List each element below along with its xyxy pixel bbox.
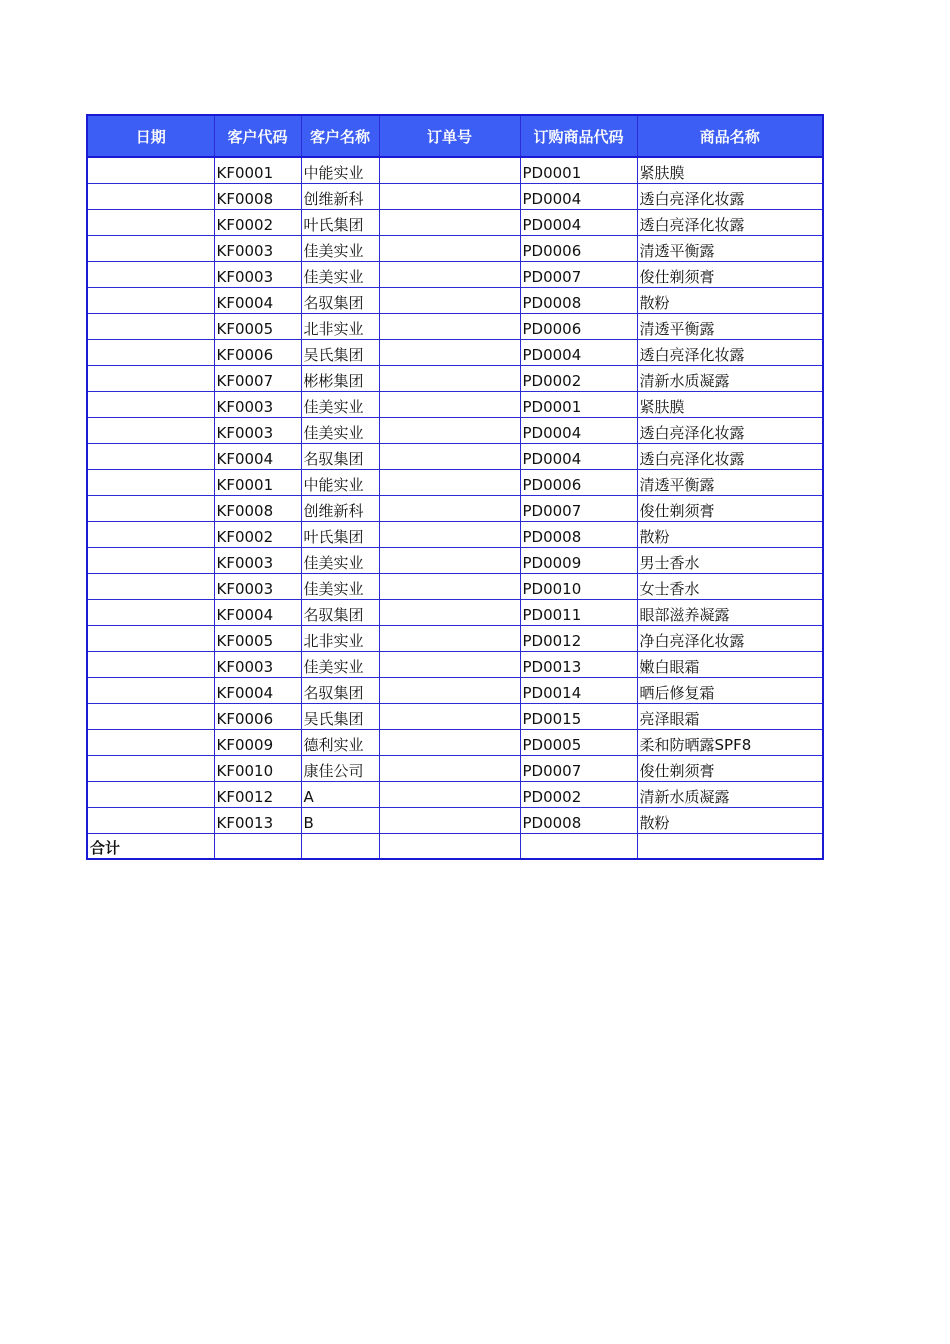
date-cell[interactable] (87, 678, 214, 704)
product-name-cell[interactable]: 散粉 (637, 288, 823, 314)
customer-name-cell[interactable]: 名驭集团 (301, 444, 379, 470)
customer-name-cell[interactable]: 中能实业 (301, 470, 379, 496)
customer-code-cell[interactable]: KF0002 (214, 210, 301, 236)
product-code-cell[interactable]: PD0004 (520, 184, 637, 210)
product-name-cell[interactable]: 俊仕剃须膏 (637, 756, 823, 782)
order-no-cell[interactable] (379, 340, 520, 366)
customer-code-cell[interactable]: KF0013 (214, 808, 301, 834)
date-cell[interactable] (87, 522, 214, 548)
product-code-cell[interactable]: PD0013 (520, 652, 637, 678)
total-cell-customer-code[interactable] (214, 834, 301, 860)
customer-name-cell[interactable]: 叶氏集团 (301, 522, 379, 548)
product-code-cell[interactable]: PD0002 (520, 366, 637, 392)
product-code-cell[interactable]: PD0006 (520, 470, 637, 496)
total-cell-product-name[interactable] (637, 834, 823, 860)
product-name-cell[interactable]: 亮泽眼霜 (637, 704, 823, 730)
order-no-cell[interactable] (379, 418, 520, 444)
order-no-cell[interactable] (379, 574, 520, 600)
product-code-cell[interactable]: PD0008 (520, 522, 637, 548)
order-no-cell[interactable] (379, 678, 520, 704)
product-name-cell[interactable]: 透白亮泽化妆露 (637, 210, 823, 236)
total-label[interactable]: 合计 (87, 834, 214, 860)
table-row (87, 288, 823, 314)
customer-code-cell[interactable]: KF0004 (214, 678, 301, 704)
table-row (87, 210, 823, 236)
table-row (87, 730, 823, 756)
product-name-cell[interactable]: 嫩白眼霜 (637, 652, 823, 678)
product-name-cell[interactable]: 散粉 (637, 808, 823, 834)
table-row (87, 808, 823, 834)
customer-code-cell[interactable]: KF0003 (214, 548, 301, 574)
customer-code-cell[interactable]: KF0003 (214, 392, 301, 418)
customer-code-cell[interactable]: KF0007 (214, 366, 301, 392)
product-name-cell[interactable]: 散粉 (637, 522, 823, 548)
product-code-cell[interactable]: PD0014 (520, 678, 637, 704)
order-no-cell[interactable] (379, 496, 520, 522)
order-no-cell[interactable] (379, 236, 520, 262)
customer-code-cell[interactable]: KF0003 (214, 652, 301, 678)
header-product-name[interactable]: 商品名称 (637, 115, 823, 157)
product-name-cell[interactable]: 俊仕剃须膏 (637, 496, 823, 522)
product-name-cell[interactable]: 清透平衡露 (637, 314, 823, 340)
customer-name-cell[interactable]: 康佳公司 (301, 756, 379, 782)
customer-code-cell[interactable]: KF0003 (214, 418, 301, 444)
product-name-cell[interactable]: 紧肤膜 (637, 392, 823, 418)
date-cell[interactable] (87, 236, 214, 262)
header-date[interactable]: 日期 (87, 115, 214, 157)
date-cell[interactable] (87, 184, 214, 210)
customer-code-cell[interactable]: KF0004 (214, 288, 301, 314)
product-name-cell[interactable]: 透白亮泽化妆露 (637, 418, 823, 444)
product-code-cell[interactable]: PD0005 (520, 730, 637, 756)
customer-name-cell[interactable]: 名驭集团 (301, 678, 379, 704)
customer-name-cell[interactable]: A (301, 782, 379, 808)
date-cell[interactable] (87, 392, 214, 418)
customer-name-cell[interactable]: 北非实业 (301, 314, 379, 340)
customer-name-cell[interactable]: 佳美实业 (301, 548, 379, 574)
product-name-cell[interactable]: 男士香水 (637, 548, 823, 574)
header-product-code[interactable]: 订购商品代码 (520, 115, 637, 157)
customer-name-cell[interactable]: 名驭集团 (301, 288, 379, 314)
table-row (87, 704, 823, 730)
customer-name-cell[interactable]: 佳美实业 (301, 574, 379, 600)
product-code-cell[interactable]: PD0007 (520, 262, 637, 288)
order-no-cell[interactable] (379, 392, 520, 418)
customer-code-cell[interactable]: KF0009 (214, 730, 301, 756)
customer-code-cell[interactable]: KF0001 (214, 157, 301, 184)
product-name-cell[interactable]: 清透平衡露 (637, 470, 823, 496)
date-cell[interactable] (87, 548, 214, 574)
table-row (87, 756, 823, 782)
table-row (87, 340, 823, 366)
customer-name-cell[interactable]: 佳美实业 (301, 392, 379, 418)
product-code-cell[interactable]: PD0011 (520, 600, 637, 626)
order-no-cell[interactable] (379, 157, 520, 184)
table-row (87, 184, 823, 210)
total-cell-order-no[interactable] (379, 834, 520, 860)
date-cell[interactable] (87, 340, 214, 366)
customer-name-cell[interactable]: 佳美实业 (301, 652, 379, 678)
order-no-cell[interactable] (379, 522, 520, 548)
customer-name-cell[interactable]: 中能实业 (301, 157, 379, 184)
customer-code-cell[interactable]: KF0006 (214, 340, 301, 366)
table-row (87, 548, 823, 574)
header-customer-code[interactable]: 客户代码 (214, 115, 301, 157)
date-cell[interactable] (87, 652, 214, 678)
order-no-cell[interactable] (379, 444, 520, 470)
table-row (87, 626, 823, 652)
customer-code-cell[interactable]: KF0008 (214, 184, 301, 210)
table-row (87, 574, 823, 600)
table-row (87, 600, 823, 626)
product-code-cell[interactable]: PD0006 (520, 236, 637, 262)
product-name-cell[interactable]: 俊仕剃须膏 (637, 262, 823, 288)
product-name-cell[interactable]: 透白亮泽化妆露 (637, 184, 823, 210)
date-cell[interactable] (87, 262, 214, 288)
date-cell[interactable] (87, 704, 214, 730)
product-name-cell[interactable]: 眼部滋养凝露 (637, 600, 823, 626)
table-row (87, 652, 823, 678)
date-cell[interactable] (87, 288, 214, 314)
product-name-cell[interactable]: 柔和防晒露SPF8 (637, 730, 823, 756)
product-code-cell[interactable]: PD0001 (520, 157, 637, 184)
customer-code-cell[interactable]: KF0002 (214, 522, 301, 548)
order-no-cell[interactable] (379, 704, 520, 730)
order-no-cell[interactable] (379, 808, 520, 834)
table-row (87, 157, 823, 184)
header-order-no[interactable]: 订单号 (379, 115, 520, 157)
customer-code-cell[interactable]: KF0001 (214, 470, 301, 496)
order-no-cell[interactable] (379, 314, 520, 340)
product-code-cell[interactable]: PD0008 (520, 808, 637, 834)
product-name-cell[interactable]: 女士香水 (637, 574, 823, 600)
product-code-cell[interactable]: PD0002 (520, 782, 637, 808)
customer-name-cell[interactable]: 叶氏集团 (301, 210, 379, 236)
total-cell-customer-name[interactable] (301, 834, 379, 860)
product-code-cell[interactable]: PD0007 (520, 496, 637, 522)
table-row (87, 366, 823, 392)
product-name-cell[interactable]: 清新水质凝露 (637, 366, 823, 392)
table-row (87, 314, 823, 340)
date-cell[interactable] (87, 600, 214, 626)
order-no-cell[interactable] (379, 730, 520, 756)
date-cell[interactable] (87, 496, 214, 522)
date-cell[interactable] (87, 366, 214, 392)
product-code-cell[interactable]: PD0010 (520, 574, 637, 600)
order-no-cell[interactable] (379, 600, 520, 626)
table-row (87, 522, 823, 548)
customer-code-cell[interactable]: KF0008 (214, 496, 301, 522)
customer-code-cell[interactable]: KF0005 (214, 626, 301, 652)
product-name-cell[interactable]: 透白亮泽化妆露 (637, 444, 823, 470)
table-footer (87, 834, 823, 860)
customer-code-cell[interactable]: KF0003 (214, 236, 301, 262)
orders-table (86, 114, 824, 860)
customer-name-cell[interactable]: 北非实业 (301, 626, 379, 652)
date-cell[interactable] (87, 418, 214, 444)
total-cell-product-code[interactable] (520, 834, 637, 860)
product-name-cell[interactable]: 清新水质凝露 (637, 782, 823, 808)
date-cell[interactable] (87, 756, 214, 782)
date-cell[interactable] (87, 730, 214, 756)
product-code-cell[interactable]: PD0001 (520, 392, 637, 418)
order-no-cell[interactable] (379, 782, 520, 808)
customer-code-cell[interactable]: KF0012 (214, 782, 301, 808)
date-cell[interactable] (87, 157, 214, 184)
order-no-cell[interactable] (379, 652, 520, 678)
date-cell[interactable] (87, 782, 214, 808)
header-row (87, 115, 823, 157)
customer-name-cell[interactable]: 佳美实业 (301, 262, 379, 288)
product-name-cell[interactable]: 紧肤膜 (637, 157, 823, 184)
date-cell[interactable] (87, 470, 214, 496)
order-no-cell[interactable] (379, 548, 520, 574)
date-cell[interactable] (87, 574, 214, 600)
customer-name-cell[interactable]: 创维新科 (301, 184, 379, 210)
order-no-cell[interactable] (379, 184, 520, 210)
customer-code-cell[interactable]: KF0004 (214, 444, 301, 470)
product-code-cell[interactable]: PD0004 (520, 210, 637, 236)
product-code-cell[interactable]: PD0015 (520, 704, 637, 730)
customer-code-cell[interactable]: KF0004 (214, 600, 301, 626)
table-row (87, 782, 823, 808)
product-name-cell[interactable]: 透白亮泽化妆露 (637, 340, 823, 366)
table-row (87, 262, 823, 288)
customer-code-cell[interactable]: KF0010 (214, 756, 301, 782)
table-row (87, 236, 823, 262)
customer-name-cell[interactable]: 彬彬集团 (301, 366, 379, 392)
customer-code-cell[interactable]: KF0005 (214, 314, 301, 340)
header-customer-name[interactable]: 客户名称 (301, 115, 379, 157)
customer-name-cell[interactable]: 佳美实业 (301, 236, 379, 262)
order-no-cell[interactable] (379, 756, 520, 782)
date-cell[interactable] (87, 444, 214, 470)
order-no-cell[interactable] (379, 210, 520, 236)
product-name-cell[interactable]: 净白亮泽化妆露 (637, 626, 823, 652)
product-code-cell[interactable]: PD0004 (520, 418, 637, 444)
date-cell[interactable] (87, 626, 214, 652)
table-row (87, 496, 823, 522)
product-code-cell[interactable]: PD0004 (520, 444, 637, 470)
customer-code-cell[interactable]: KF0003 (214, 574, 301, 600)
date-cell[interactable] (87, 314, 214, 340)
product-code-cell[interactable]: PD0007 (520, 756, 637, 782)
customer-code-cell[interactable]: KF0003 (214, 262, 301, 288)
table-row (87, 470, 823, 496)
customer-name-cell[interactable]: B (301, 808, 379, 834)
product-code-cell[interactable]: PD0012 (520, 626, 637, 652)
product-code-cell[interactable]: PD0006 (520, 314, 637, 340)
customer-name-cell[interactable]: 佳美实业 (301, 418, 379, 444)
order-no-cell[interactable] (379, 470, 520, 496)
order-no-cell[interactable] (379, 288, 520, 314)
order-no-cell[interactable] (379, 626, 520, 652)
customer-code-cell[interactable]: KF0006 (214, 704, 301, 730)
total-row (87, 834, 823, 860)
order-no-cell[interactable] (379, 366, 520, 392)
table-body (87, 157, 823, 834)
product-code-cell[interactable]: PD0009 (520, 548, 637, 574)
order-no-cell[interactable] (379, 262, 520, 288)
product-name-cell[interactable]: 清透平衡露 (637, 236, 823, 262)
customer-name-cell[interactable]: 创维新科 (301, 496, 379, 522)
table-row (87, 392, 823, 418)
table-row (87, 418, 823, 444)
customer-name-cell[interactable]: 吴氏集团 (301, 704, 379, 730)
product-code-cell[interactable]: PD0004 (520, 340, 637, 366)
table-row (87, 678, 823, 704)
product-code-cell[interactable]: PD0008 (520, 288, 637, 314)
customer-name-cell[interactable]: 德利实业 (301, 730, 379, 756)
table-row (87, 444, 823, 470)
customer-name-cell[interactable]: 名驭集团 (301, 600, 379, 626)
table-header (87, 115, 823, 157)
customer-name-cell[interactable]: 吴氏集团 (301, 340, 379, 366)
date-cell[interactable] (87, 210, 214, 236)
product-name-cell[interactable]: 晒后修复霜 (637, 678, 823, 704)
date-cell[interactable] (87, 808, 214, 834)
